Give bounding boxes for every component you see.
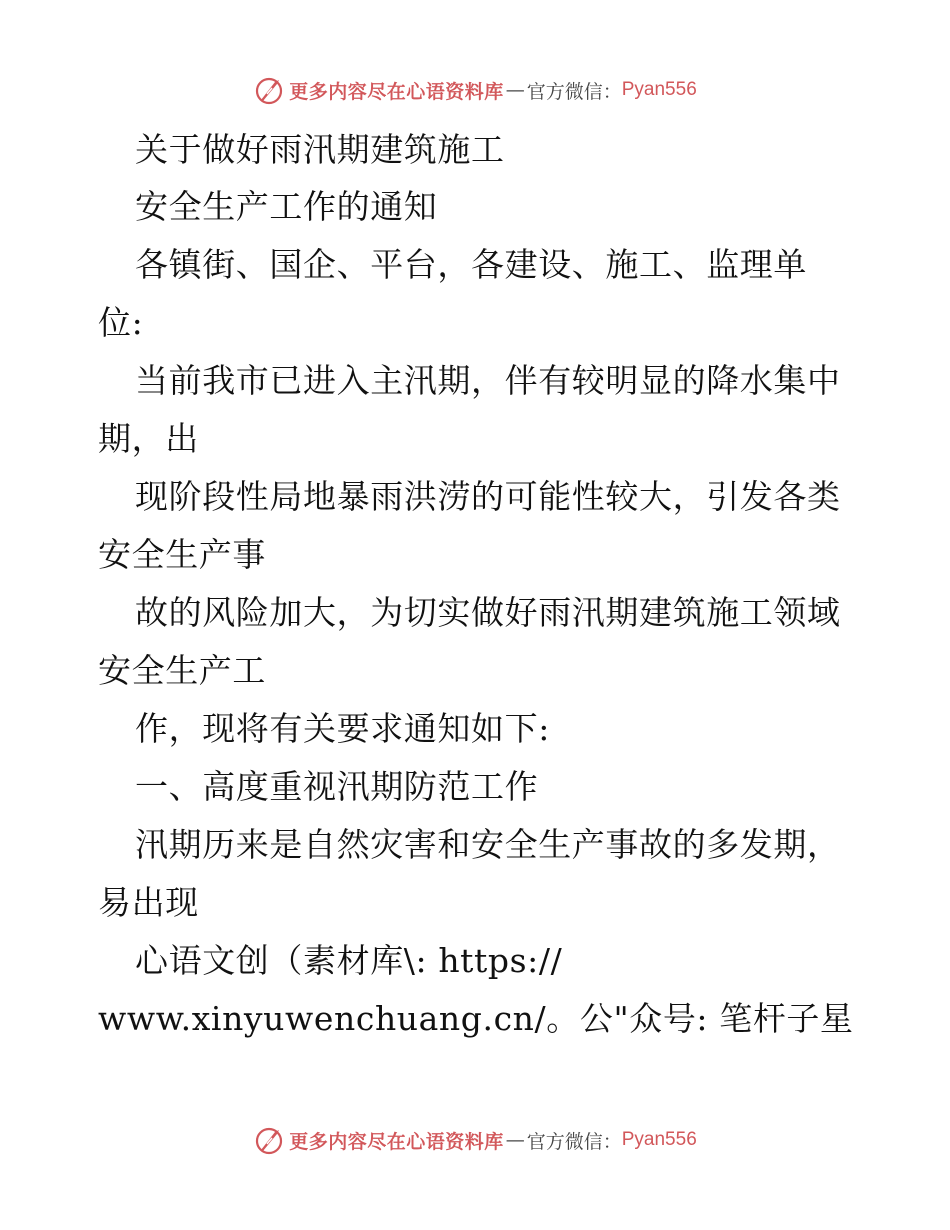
paragraph-line: 安全生产事	[98, 535, 266, 574]
paragraph-line: 汛期历来是自然灾害和安全生产事故的多发期，	[135, 825, 841, 864]
paragraph-line: 作，现将有关要求通知如下:	[135, 709, 550, 748]
document-title-line-2: 安全生产工作的通知	[135, 187, 438, 226]
banner-wechat-id: Pyan556	[621, 1129, 697, 1150]
addressee-line-cont: 位:	[98, 303, 144, 342]
source-line: 心语文创（素材库\: https://	[135, 941, 563, 980]
footer-banner	[0, 1120, 950, 1160]
paragraph-line: 安全生产工	[98, 651, 266, 690]
document-title-line-1: 关于做好雨汛期建筑施工	[135, 130, 505, 169]
paragraph-line: 期，出	[98, 419, 199, 458]
paragraph-line: 当前我市已进入主汛期，伴有较明显的降水集中	[135, 361, 841, 400]
banner-wechat-label: 官方微信：	[526, 1130, 622, 1153]
source-url-line: www.xinyuwenchuang.cn/。公"众号: 笔杆子星	[98, 999, 854, 1038]
quill-pen-logo-icon	[253, 1124, 285, 1156]
paragraph-line: 易出现	[98, 883, 199, 922]
section-heading: 一、高度重视汛期防范工作	[135, 767, 539, 806]
quill-pen-logo-icon	[253, 74, 285, 106]
banner-wechat-id: Pyan556	[621, 79, 697, 100]
banner-wechat-label: 官方微信：	[526, 80, 622, 103]
paragraph-line: 现阶段性局地暴雨洪涝的可能性较大，引发各类	[135, 477, 841, 516]
header-banner	[0, 70, 950, 110]
banner-dash: —	[505, 79, 525, 101]
banner-brand-text: 更多内容尽在心语资料库	[289, 80, 504, 103]
banner-dash: —	[505, 1129, 525, 1151]
addressee-line: 各镇街、国企、平台，各建设、施工、监理单	[135, 245, 807, 284]
banner-brand-text: 更多内容尽在心语资料库	[289, 1130, 504, 1153]
paragraph-line: 故的风险加大，为切实做好雨汛期建筑施工领域	[135, 593, 841, 632]
